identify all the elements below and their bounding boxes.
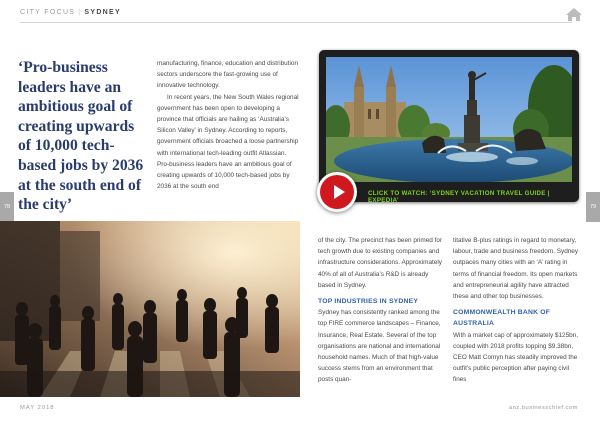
paragraph: manufacturing, finance, education and distribution sectors underscore the fast-growing use of innovative technology. xyxy=(157,60,299,90)
video-cta-label[interactable]: CLICK TO WATCH: ‘SYDNEY VACATION TRAVEL GUIDE | EXPEDIA’ xyxy=(368,190,550,204)
video-thumbnail[interactable] xyxy=(326,57,572,182)
paragraph: titative B-plus ratings in regard to monetary, labour, trade and business freedom. Sydney outpaces many cities with an ‘A’ rating in terms of financial freedom. Its open markets and entrepreneurial agility have attracted these and other top businesses. xyxy=(453,237,579,301)
article-column-3 xyxy=(453,235,580,386)
publication-label: CITY FOCUS xyxy=(20,9,76,16)
paragraph: With a market cap of approximately $125bn, coupled with 2018 profits topping $9.38bn, CEO Matt Comyn has steadily improved the outfit’s public perception after paying civil fines xyxy=(453,331,579,384)
paragraph: of the city. The precinct has been primed for tech growth due to existing companies and infrastructure considerations. Approximately 40% of all of Australia’s R&D is already based in Sydney. xyxy=(318,237,443,289)
section-label: SYDNEY xyxy=(84,9,121,16)
page-number-right: 79 xyxy=(586,192,600,222)
paragraph: Sydney has consistently ranked among the top FIRE commerce landscapes – Finance, Insurance, Real Estate. Several of the top organisations are national and international household names. Much of that high-value success stems from an environment that posts quan- xyxy=(318,309,441,384)
street-crowd-photo xyxy=(0,221,300,397)
website-link[interactable]: anz.businesschief.com xyxy=(508,405,578,411)
section-heading: COMMONWEALTH BANK OF AUSTRALIA xyxy=(453,309,551,328)
video-player[interactable] xyxy=(319,50,579,202)
home-icon[interactable] xyxy=(565,7,583,22)
play-button[interactable] xyxy=(317,172,357,212)
page-number-left: 78 xyxy=(0,192,14,222)
pull-quote: ‘Pro-business leaders have an ambitious goal of creating upwards of 10,000 tech-based jobs by 2036 at the south end of the city’ xyxy=(18,59,144,214)
header-rule xyxy=(20,22,572,23)
play-icon[interactable] xyxy=(320,175,354,209)
section-heading: TOP INDUSTRIES IN SYDNEY xyxy=(318,298,419,306)
issue-date: MAY 2018 xyxy=(20,405,55,411)
paragraph: In recent years, the New South Wales regional government has been open to developing a province that officials are hailing as ‘Australia’s Silicon Valley’ in Sydney. According to reports, government officials broached a loose partnership with international tech-leading outfit Atlassian. Pro-business leaders have an ambitious goal of creating upwards of 10,000 tech-based jobs by 2036 at the south end xyxy=(157,93,299,191)
article-column-2 xyxy=(318,235,445,386)
page-header xyxy=(20,9,121,16)
header-divider: | xyxy=(78,9,82,16)
article-column-1 xyxy=(157,58,299,192)
